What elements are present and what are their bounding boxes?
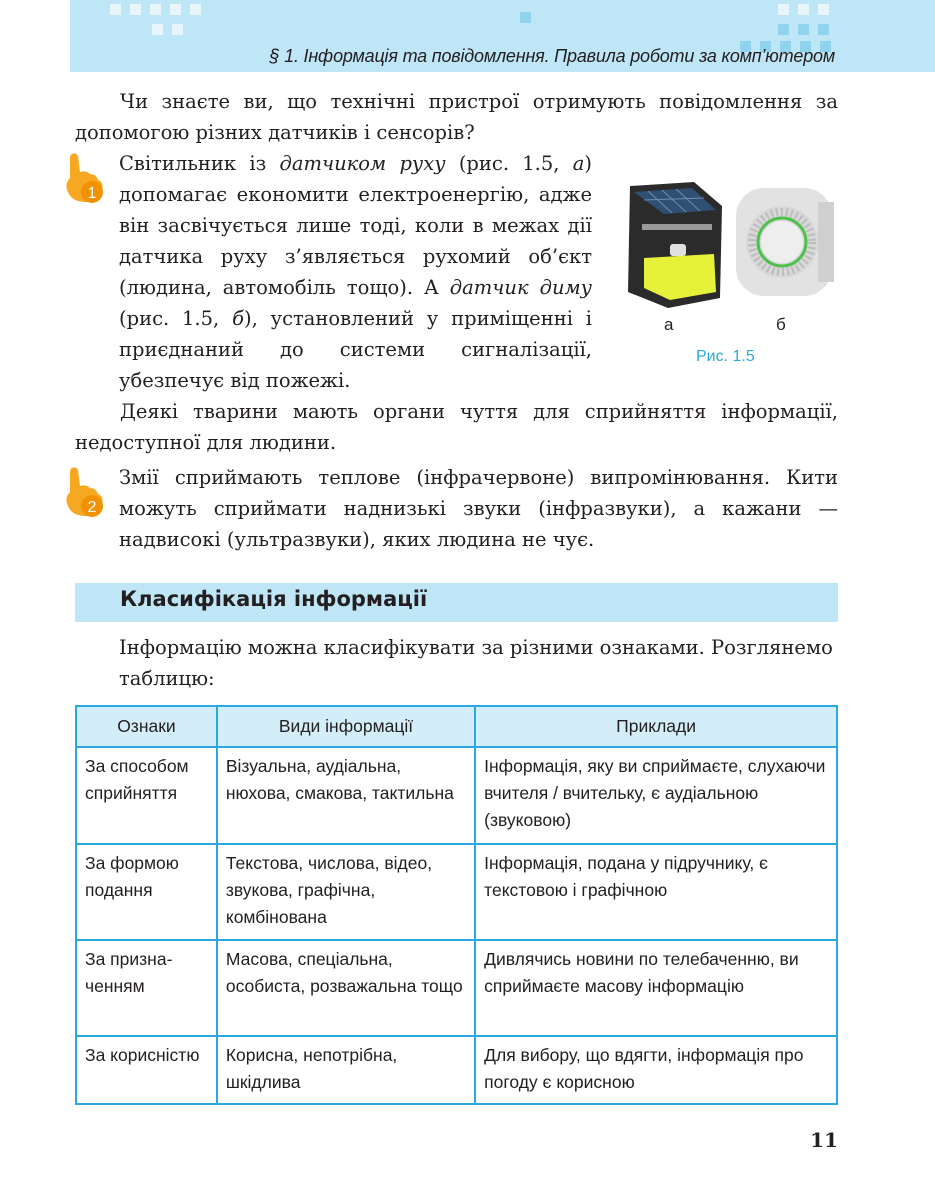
decor-square [818,4,829,15]
decor-square [798,4,809,15]
figure-label-a: а [664,315,674,334]
section-intro: Інформацію можна класифікувати за різними ознаками. Розглянемо таблицю: [119,636,833,690]
decor-square [152,24,163,35]
intro-paragraph: Чи знаєте ви, що технічні пристрої отримують повідомлення за допомогою різних датчиків і сенсорів? [75,90,838,144]
table-cell: Масова, спеціальна, особиста, розважальна тощо [217,940,475,1036]
table-cell: Для вибору, що вдягти, інформація про погоду є корисною [475,1036,837,1104]
note-number-2: 2 [87,499,97,516]
figure-label-b: б [776,315,786,334]
column-header-features: Ознаки [76,706,217,747]
note1-paragraph: Світильник із датчиком руху (рис. 1.5, а) допомагає економити електроенергію, адже він засвічується лише тоді, коли в межах дії датчика руху з’являється рухомий об’єкт (людина, автомобіль тощо). А датчик диму (рис. 1.5, б), установлений у приміщенні і приєднаний до системи сигналізації, убезпечує від пожежі. [119,152,592,392]
table-row [76,940,837,1036]
decor-square [170,4,181,15]
decor-square [190,4,201,15]
motion-sensor-lamp-image [620,180,725,312]
note2-paragraph: Змії сприймають теплове (інфрачервоне) випромінювання. Кити можуть сприймати наднизькі звуки (інфразвуки), а кажани — надвисокі (ультразвуки), яких людина не чує. [119,466,838,551]
table-cell: За формою подання [76,844,217,940]
figure-1-5 [612,180,842,380]
decor-square [798,24,809,35]
decor-square [150,4,161,15]
column-header-examples: Приклади [475,706,837,747]
decor-square [818,24,829,35]
table-row [76,747,837,844]
running-header: § 1. Інформація та повідомлення. Правила роботи за комп’ютером [269,46,835,66]
decor-square [778,4,789,15]
term-motion-sensor: датчиком руху [279,152,446,175]
pointing-hand-icon [62,466,106,518]
table-cell: За призначенням [76,940,217,1036]
decor-square [778,24,789,35]
table-cell: Інформація, подана у підручнику, є текстовою і графічною [475,844,837,940]
table-row [76,1036,837,1104]
animals-paragraph: Деякі тварини мають органи чуття для сприйняття інформації, недоступної для людини. [75,400,838,454]
table-header-row [76,706,837,747]
table-cell: Корисна, непотрібна, шкідлива [217,1036,475,1104]
table-cell: За способом сприйняття [76,747,217,844]
page-number: 11 [810,1128,838,1152]
table-row [76,844,837,940]
decor-square [520,12,531,23]
figure-caption: Рис. 1.5 [696,348,755,365]
decor-square [130,4,141,15]
smoke-detector-image [734,182,838,300]
term-smoke-detector: датчик диму [449,276,592,299]
pointing-hand-icon [62,152,106,204]
section-heading-bar [75,583,838,622]
table-cell: Текстова, числова, відео, звукова, графічна, комбінована [217,844,475,940]
section-title: Класифікація інформації [120,587,428,611]
decor-square [110,4,121,15]
table-cell: Інформація, яку ви сприймаєте, слухаючи вчителя / вчительку, є аудіальною (звуковою) [475,747,837,844]
note-number-1: 1 [87,185,97,202]
classification-table [75,705,838,1105]
table-cell: Візуальна, аудіальна, нюхова, смакова, тактильна [217,747,475,844]
column-header-types: Види інформації [217,706,475,747]
decor-square [172,24,183,35]
table-cell: Дивлячись новини по телебаченню, ви сприймаєте масову інформацію [475,940,837,1036]
table-cell: За корисністю [76,1036,217,1104]
